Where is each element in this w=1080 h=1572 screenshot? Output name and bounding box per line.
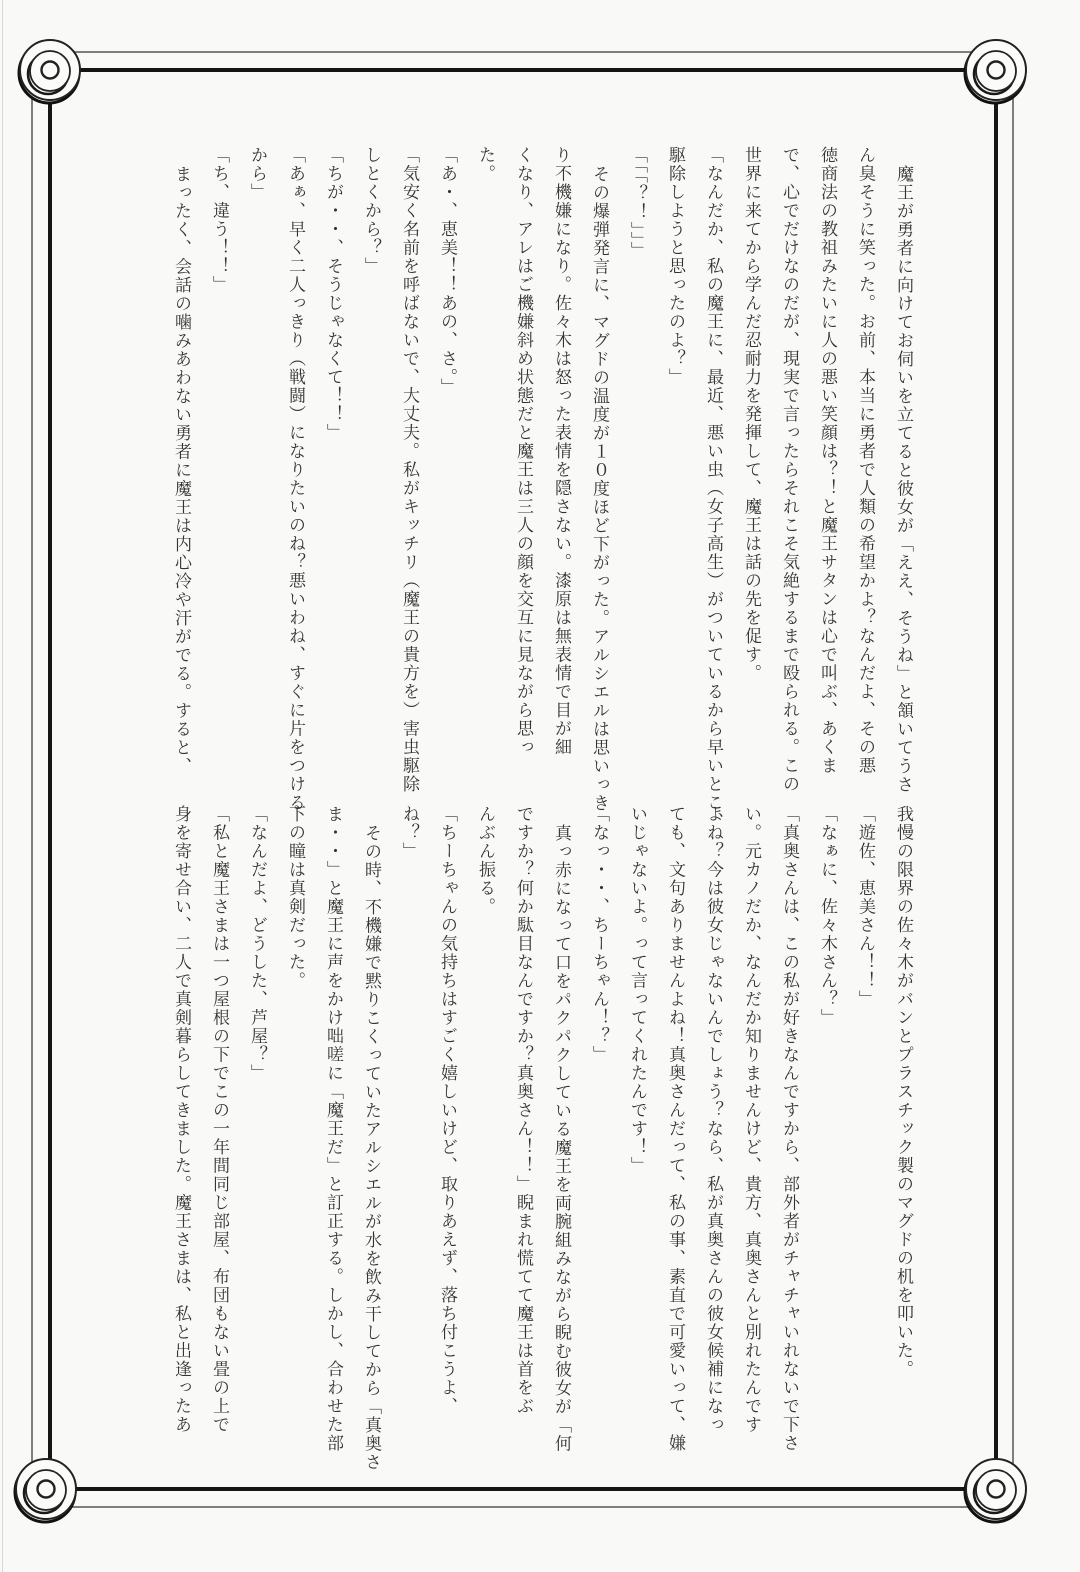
text-column: ても、文句ありませんよね！真奥さんだって、私の事、素直で可愛いって、嫌 (666, 805, 685, 1453)
text-column: しとくから？」 (362, 146, 381, 276)
text-column: ですか？何か駄目なんですか？真奥さん！！」睨まれ慌てて魔王は首をぶ (514, 805, 533, 1416)
text-column: 「「「？！」」」 (628, 146, 647, 260)
text-column: 「なんだか、私の魔王に、最近、悪い虫（女子高生）がついているから早いとこ、 (704, 146, 723, 831)
text-column: 「あぁ、早く二人っきり（戦闘）になりたいのね？悪いわね、すぐに片をつける (286, 146, 305, 812)
text-column: いじゃないよ。って言ってくれたんです！」 (628, 805, 647, 1175)
text-column: ま・・」と魔王に声をかけ咄嗟に「魔王だ」と訂正する。しかし、合わせた部 (324, 805, 343, 1453)
text-column: 「遊佐、恵美さん！！」 (856, 805, 875, 1009)
upper-text-block (162, 146, 922, 846)
corner-ornament-top-left (19, 40, 80, 103)
text-column: 「ちが・・、そうじゃなくて！！」 (324, 146, 343, 442)
text-column: 「なっ・・、ちーちゃん！？」 (590, 805, 609, 1064)
text-column: その時、不機嫌で黙りこくっていたアルシエルが水を飲み干してから「真奥さ (362, 823, 381, 1471)
text-column: 下の瞳は真剣だった。 (286, 805, 305, 990)
text-column: 真っ赤になって口をパクパクしている魔王を両腕組みながら睨む彼女が「何 (552, 823, 571, 1453)
text-column: た。 (476, 146, 495, 183)
text-column: 我慢の限界の佐々木がバンとプラスチック製のマグドの机を叩いた。 (894, 805, 913, 1379)
text-column: 駆除しようと思ったのよ？」 (666, 146, 685, 387)
text-column: その爆弾発言に、マグドの温度が１０度ほど下がった。アルシエルは思いっき (590, 164, 609, 812)
text-column: 「ちーちゃんの気持ちはすごく嬉しいけど、取りあえず、落ち付こうよ、 (438, 805, 457, 1416)
text-column: 魔王が勇者に向けてお伺いを立てると彼女が「ええ、そうね」と頷いてうさ (894, 164, 913, 794)
text-column: 「あ・、恵美！！あの、さ。」 (438, 146, 457, 397)
text-column: ね？」 (400, 805, 419, 861)
text-column: で、心でだけなのだが、現実で言ったらそれこそ気絶するまで殴られる。この (780, 146, 799, 794)
corner-ornament-bottom-right (965, 1459, 1026, 1522)
text-column: 世界に来てから学んだ忍耐力を発揮して、魔王は話の先を促す。 (742, 146, 761, 683)
text-column: よね？今は彼女じゃないんでしょう？なら、私が真奥さんの彼女候補になっ (704, 805, 723, 1434)
text-column: り不機嫌になり。佐々木は怒った表情を隠さない。漆原は無表情で目が細 (552, 146, 571, 757)
text-column: 「なぁに、佐々木さん？」 (818, 805, 837, 1027)
text-column: 「真奥さんは、この私が好きなんですから、部外者がチャチャいれないで下さ (780, 805, 799, 1453)
text-column: 「なんだよ、どうした、芦屋？」 (248, 805, 267, 1083)
text-column: 「気安く名前を呼ばないで、大丈夫。私がキッチリ（魔王の貴方を）害虫駆除 (400, 146, 419, 794)
text-column: んぶん振る。 (476, 805, 495, 916)
lower-text-block (162, 805, 922, 1505)
text-column: 「私と魔王さまは一つ屋根の下でこの一年間同じ部屋、布団もない畳の上で (210, 805, 229, 1434)
text-column: 身を寄せ合い、二人で真剣暮らしてきました。魔王さまは、私と出逢ったあ (172, 805, 191, 1434)
corner-ornament-bottom-left (15, 1459, 76, 1522)
text-column: から」 (248, 146, 267, 202)
text-column: ん臭そうに笑った。お前、本当に勇者で人類の希望かよ？なんだよ、その悪 (856, 146, 875, 775)
text-column: くなり、アレはご機嫌斜め状態だと魔王は三人の顔を交互に見ながら思っ (514, 146, 533, 757)
text-column: 「ち、違う！！」 (210, 146, 229, 294)
text-column: い。元カノだか、なんだか知りませんけど、貴方、真奥さんと別れたんです (742, 805, 761, 1434)
corner-ornament-top-right (965, 40, 1026, 103)
text-column: まったく、会話の噛みあわない勇者に魔王は内心冷や汗がでる。すると、 (172, 164, 191, 775)
text-column: 徳商法の教祖みたいに人の悪い笑顔は？！と魔王サタンは心で叫ぶ、あくま (818, 146, 837, 775)
